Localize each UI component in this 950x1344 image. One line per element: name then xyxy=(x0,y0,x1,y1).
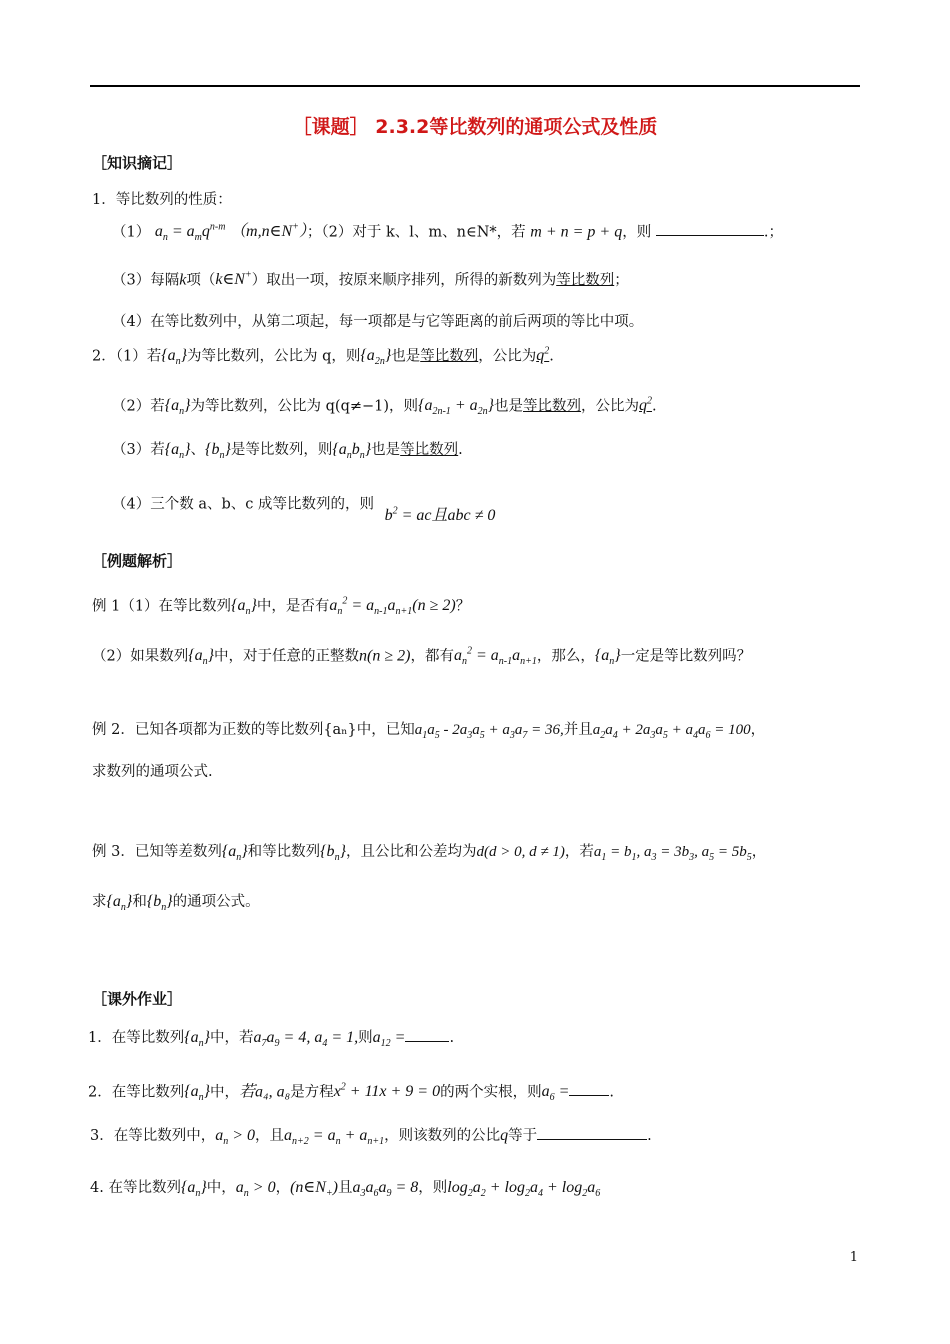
example-2-tail: 求数列的通项公式. xyxy=(92,764,213,780)
example-1-1: 例 1（1）在等比数列$\{a_n\}$中，是否有$a_n^2 = a_{n-1}a_{n+1}(n \ge 2)$？ xyxy=(92,596,471,618)
homework-2: 2．在等比数列$\{a_n\}$中，若a₄, a₈是方程$x^2 + 11x + 9 = 0$的两个实根，则$a_6$ = . xyxy=(88,1082,615,1104)
answer-blank xyxy=(656,235,764,236)
header-rule xyxy=(90,85,860,87)
formula-condition: （m,n∈N+） xyxy=(230,222,307,241)
answer-blank xyxy=(569,1095,609,1096)
answer-blank xyxy=(405,1041,449,1042)
item-2-2: （2）若$\{a_n\}$为等比数列，公比为 q(q≠−1)，则$\{a_{2n-1} + a_{2n}\}$也是等比数列，公比为$q^2$. xyxy=(112,396,657,418)
example-2: 例 2．已知各项都为正数的等比数列{aₙ}中，已知$a_1a_5 - 2a_3a_5 + a_3a_7 = 36$,并且$a_2a_4 + 2a_3a_5 + a_4a_6 = 100$， xyxy=(92,722,766,741)
item-2-1: 2．（1）若$\{a_n\}$为等比数列，公比为 q，则$\{a_{2n}\}$也是等比数列，公比为$q^2$. xyxy=(92,346,554,368)
section-examples: ［例题解析］ xyxy=(92,552,183,570)
formula-e1: $a_n^2 = a_{n-1}a_{n+1}(n \ge 2)$ xyxy=(329,596,456,618)
answer-blank xyxy=(537,1139,647,1140)
section-knowledge: ［知识摘记］ xyxy=(92,154,183,172)
homework-4: 4. 在等比数列$\{a_n\}$中，$a_n > 0$，$(n\in N_+)$且$a_3a_6a_9 = 8$，则$\log_2a_2 + \log_2a_4 + \log_2a_6$ xyxy=(90,1179,601,1200)
section-homework: ［课外作业］ xyxy=(92,990,183,1008)
knowledge-item-1: 1．等比数列的性质： xyxy=(92,192,232,208)
homework-1: 1．在等比数列$\{a_n\}$中，若$a_7a_9 = 4$, $a_4 = 1$,则$a_{12}$ = . xyxy=(88,1029,455,1050)
page-title: ［课题］ 2.3.2等比数列的通项公式及性质 xyxy=(292,116,658,138)
property-3-line: （3）每隔k项（k∈N+）取出一项，按原来顺序排列，所得的新数列为等比数列； xyxy=(112,270,629,289)
formula-index-sum: m + n = p + q xyxy=(530,223,623,241)
page-number: 1 xyxy=(849,1250,858,1265)
item-2-3: （3）若$\{a_n\}$、$\{b_n\}$是等比数列，则$\{a_nb_n\}$也是等比数列. xyxy=(112,441,463,462)
formula-general-term: $a_n = a_mq^{n-m}$ xyxy=(154,222,226,244)
example-1-2: （2）如果数列$\{a_n\}$中，对于任意的正整数n(n ≥ 2)，都有$a_n^2 = a_{n-1}a_{n+1}$，那么，$\{a_n\}$一定是等比数列吗？ xyxy=(92,646,752,668)
example-3-tail: 求$\{a_n\}$和$\{b_n\}$的通项公式。 xyxy=(92,893,260,914)
formula-geometric-mean: $b^2$ = ac且abc ≠ 0 xyxy=(384,506,496,525)
property-4-line: （4）在等比数列中，从第二项起，每一项都是与它等距离的前后两项的等比中项。 xyxy=(112,314,644,330)
property-1-line: （1） $a_n = a_mq^{n-m}$ （m,n∈N+）；（2）对于 k、l、m、n∈N*，若 m + n = p + q，则 .； xyxy=(112,222,783,244)
example-3: 例 3．已知等差数列$\{a_n\}$和等比数列$\{b_n\}$，且公比和公差均为d(d > 0, d ≠ 1)，若$a_1 = b_1$, $a_3 = 3b_3$, $a_5 = 5b_5$， xyxy=(92,843,767,864)
homework-3: 3．在等比数列中，$a_n > 0$，且$a_{n+2} = a_n + a_{n+1}$，则该数列的公比q等于 . xyxy=(90,1127,652,1148)
formula-k-condition: k∈N+ xyxy=(215,270,252,289)
item-2-4: （4）三个数 a、b、c 成等比数列的，则 $b^2$ = ac且abc ≠ 0 xyxy=(112,496,496,525)
